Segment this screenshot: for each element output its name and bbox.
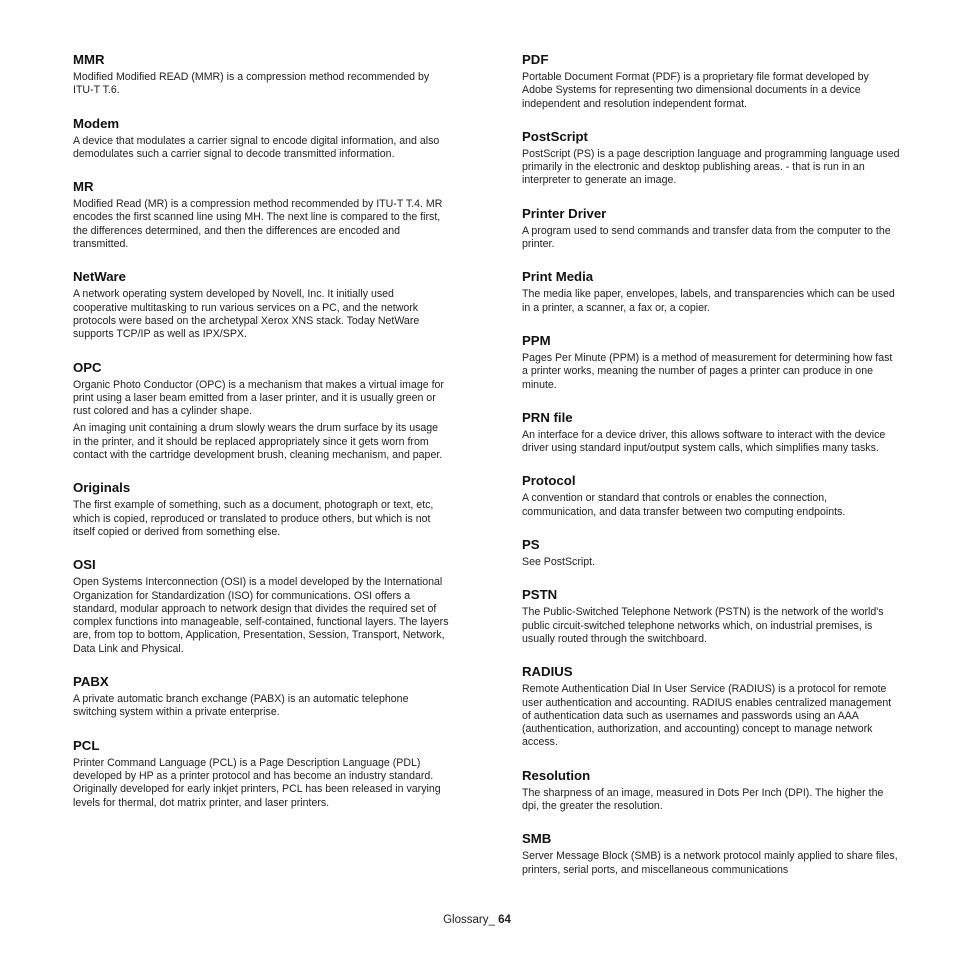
glossary-term: PS: [522, 537, 540, 553]
glossary-entry: [73, 52, 449, 98]
glossary-entry: [522, 537, 900, 569]
glossary-entry: [522, 52, 900, 111]
glossary-entry: [73, 557, 449, 656]
footer-section-label: Glossary_: [443, 914, 495, 926]
glossary-entry: [522, 333, 900, 392]
glossary-entry: [522, 473, 900, 519]
glossary-entry: [522, 269, 900, 315]
glossary-term: Protocol: [522, 473, 576, 489]
glossary-definition: Modified Read (MR) is a compression method recommended by ITU-T T.4. MR encodes the first scanned line using MH. The next line is compared to the first, the differences determined, and then the differences are encoded and transmitted.: [73, 198, 443, 251]
page-footer: [0, 914, 954, 926]
glossary-entry: [522, 206, 900, 252]
glossary-term: PSTN: [522, 587, 558, 603]
glossary-definition: Organic Photo Conductor (OPC) is a mechanism that makes a virtual image for print using a laser beam emitted from a laser printer, and it is usually green or rust colored and has a cylinder shape.: [73, 378, 444, 418]
glossary-definition: Open Systems Interconnection (OSI) is a model developed by the International Organization for Standardization (ISO) for communications. OSI offers a standard, modular approach to network design that divides the required set of complex functions into manageable, self-contained, functional layers. The layers are, from top to bottom, Application, Presentation, Session, Transport, Network, Data Link and Physical.: [73, 576, 449, 655]
glossary-definition: The first example of something, such as a document, photograph or text, etc, which is copied, reproduced or translated to produce others, but which is not itself copied or derived from something else.: [73, 499, 434, 538]
glossary-definition: Portable Document Format (PDF) is a proprietary file format developed by Adobe Systems for representing two dimensional documents in a device independent and resolution independent format.: [522, 71, 869, 110]
glossary-term: NetWare: [73, 269, 127, 285]
glossary-term: SMB: [522, 831, 552, 847]
glossary-term: MMR: [73, 52, 105, 67]
glossary-definition: An interface for a device driver, this allows software to interact with the device driver using standard input/output system calls, which simplifies many tasks.: [522, 428, 886, 455]
glossary-definition: A device that modulates a carrier signal to encode digital information, and also demodulates such a carrier signal to decode transmitted information.: [73, 134, 440, 160]
glossary-entry: [73, 360, 449, 463]
glossary-term: RADIUS: [522, 664, 573, 680]
glossary-term: PRN file: [522, 409, 573, 425]
glossary-term: OPC: [73, 359, 102, 375]
glossary-entry: [73, 738, 449, 810]
glossary-right-column: [522, 52, 900, 895]
glossary-definition: Server Message Block (SMB) is a network protocol mainly applied to share files, printers, serial ports, and miscellaneous communications: [522, 850, 898, 876]
glossary-entry: [73, 116, 449, 162]
glossary-definition: PostScript (PS) is a page description language and programming language used primarily in the electronic and desktop publishing areas. - that is run in an interpreter to generate an image.: [522, 147, 900, 187]
glossary-entry: [522, 768, 900, 814]
glossary-entry: [522, 587, 900, 646]
glossary-term: Originals: [73, 480, 131, 496]
page-number: 64: [498, 914, 511, 926]
glossary-definition: The media like paper, envelopes, labels, and transparencies which can be used in a printer, a scanner, a fax or, a copier.: [522, 288, 895, 314]
glossary-entry: [522, 129, 900, 188]
glossary-entry: [73, 674, 449, 720]
glossary-entry: [522, 410, 900, 456]
glossary-definition: Printer Command Language (PCL) is a Page Description Language (PDL) developed by HP as a printer protocol and has become an industry standard. Originally developed for early inkjet printers, PCL has been released in varying levels for thermal, dot matrix printer, and laser printers.: [73, 756, 441, 809]
glossary-definition: A private automatic branch exchange (PABX) is an automatic telephone switching system within a private enterprise.: [73, 693, 409, 719]
glossary-definition: See PostScript.: [522, 556, 596, 569]
glossary-entry: [522, 831, 900, 877]
glossary-definition: A program used to send commands and transfer data from the computer to the printer.: [522, 224, 891, 251]
glossary-definition: A network operating system developed by Novell, Inc. It initially used cooperative multitasking to run various services on a PC, and the network protocols were based on the archetypal Xerox XNS stack. Today NetWare supports TCP/IP as well as IPX/SPX.: [73, 288, 420, 341]
glossary-term: Print Media: [522, 269, 594, 285]
glossary-term: Modem: [73, 115, 120, 131]
glossary-term: PPM: [522, 332, 551, 348]
glossary-definition: Pages Per Minute (PPM) is a method of measurement for determining how fast a printer works, meaning the number of pages a printer can produce in one minute.: [522, 351, 893, 391]
glossary-term: MR: [73, 179, 94, 195]
glossary-entry: [73, 269, 449, 341]
glossary-term: PDF: [522, 52, 549, 67]
glossary-definition: The Public-Switched Telephone Network (PSTN) is the network of the world's public circuit-switched telephone networks which, on industrial premises, is usually routed through the switchboard.: [522, 606, 884, 645]
glossary-entry: [522, 664, 900, 749]
glossary-definition: Modified Modified READ (MMR) is a compression method recommended by ITU-T T.6.: [73, 71, 430, 97]
glossary-term: OSI: [73, 557, 96, 573]
glossary-definition: Remote Authentication Dial In User Service (RADIUS) is a protocol for remote user authentication and accounting. RADIUS enables centralized management of authentication data such as usernames and passwords using an AAA (authentication, authorization, and accounting) concept to manage network access.: [522, 683, 892, 749]
glossary-left-column: [73, 52, 449, 828]
glossary-definition: A convention or standard that controls or enables the connection, communication, and data transfer between two computing endpoints.: [522, 492, 846, 518]
glossary-definition: The sharpness of an image, measured in Dots Per Inch (DPI). The higher the dpi, the greater the resolution.: [522, 786, 884, 813]
glossary-term: PABX: [73, 674, 109, 690]
glossary-term: Resolution: [522, 767, 591, 783]
glossary-definition: An imaging unit containing a drum slowly wears the drum surface by its usage in the printer, and it should be replaced appropriately since it gets worn from contact with the cartridge development brush, cleaning mechanism, and paper.: [73, 422, 443, 462]
glossary-term: PostScript: [522, 128, 588, 144]
glossary-term: Printer Driver: [522, 205, 607, 221]
glossary-entry: [73, 480, 449, 539]
glossary-term: PCL: [73, 737, 100, 753]
glossary-entry: [73, 179, 449, 251]
